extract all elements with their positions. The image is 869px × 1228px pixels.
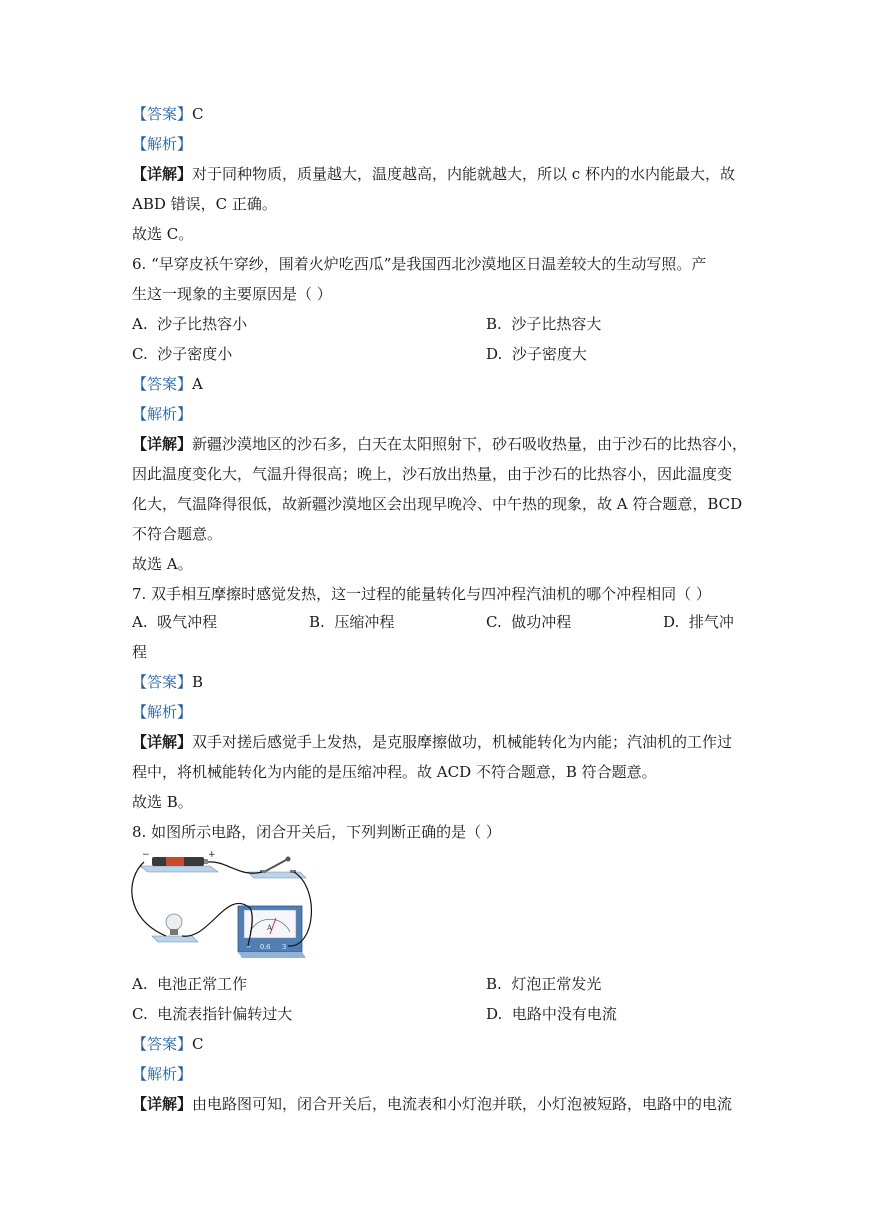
q6-detail-line-3: 化大，气温降得很低，故新疆沙漠地区会出现早晚冷、中午热的现象，故 A 符合题意，BCD [132, 495, 743, 513]
q6-detail-line-1: 【详解】新疆沙漠地区的沙石多，白天在太阳照射下，砂石吸收热量，由于沙石的比热容小， [132, 435, 748, 453]
circuit-diagram [130, 848, 314, 964]
q6-option-a: A. 沙子比热容小 [132, 315, 248, 333]
q5-analysis-tag: 【解析】 [132, 135, 193, 153]
q7-option-d-wrap: 程 [132, 643, 148, 661]
q7-answer-line: 【答案】B [132, 673, 204, 691]
q7-analysis-tag: 【解析】 [132, 703, 193, 721]
ammeter-symbol: A [267, 924, 273, 932]
q6-conclusion: 故选 A。 [132, 555, 193, 573]
q7-stem-line-1: 7. 双手相互摩擦时感觉发热，这一过程的能量转化与四冲程汽油机的哪个冲程相同（ ） [132, 585, 711, 603]
q7-option-c: C. 做功冲程 [486, 613, 572, 631]
q6-analysis-tag: 【解析】 [132, 405, 193, 423]
q8-option-b: B. 灯泡正常发光 [486, 975, 602, 993]
q5-detail-line-1: 【详解】对于同种物质，质量越大，温度越高，内能就越大，所以 c 杯内的水内能最大，故 [132, 165, 735, 183]
q6-stem-line-1: 6. “早穿皮袄午穿纱，围着火炉吃西瓜”是我国西北沙漠地区日温差较大的生动写照。产 [132, 255, 707, 273]
q5-conclusion: 故选 C。 [132, 225, 194, 243]
q6-answer-line: 【答案】A [132, 375, 203, 393]
q8-detail-line-1: 【详解】由电路图可知，闭合开关后，电流表和小灯泡并联，小灯泡被短路，电路中的电流 [132, 1095, 733, 1113]
q7-option-a: A. 吸气冲程 [132, 613, 218, 631]
q6-option-c: C. 沙子密度小 [132, 345, 233, 363]
battery-plus: + [208, 850, 216, 860]
q5-answer-line [132, 104, 204, 124]
q7-detail-line-1: 【详解】双手对搓后感觉手上发热，是克服摩擦做功，机械能转化为内能；汽油机的工作过 [132, 733, 733, 751]
q6-option-d: D. 沙子密度大 [486, 345, 587, 363]
lamp-bulb [166, 914, 182, 930]
circuit-figure [130, 848, 314, 964]
q6-detail-line-4: 不符合题意。 [132, 525, 223, 543]
lamp-base [152, 936, 198, 942]
q7-detail-line-2: 程中，将机械能转化为内能的是压缩冲程。故 ACD 不符合题意，B 符合题意。 [132, 763, 657, 781]
q8-analysis-tag: 【解析】 [132, 1065, 193, 1083]
q5-detail-line-2: ABD 错误，C 正确。 [132, 195, 277, 213]
wire [132, 862, 166, 936]
q7-option-d: D. 排气冲 [663, 613, 734, 631]
q8-option-c: C. 电流表指针偏转过大 [132, 1005, 293, 1023]
q7-conclusion: 故选 B。 [132, 793, 193, 811]
battery-base [140, 866, 218, 872]
ammeter-terminal-06: 0.6 [260, 943, 271, 951]
battery-minus: − [142, 850, 150, 860]
answer-tag: 【答案】 [132, 105, 193, 123]
q8-stem-line-1: 8. 如图所示电路，闭合开关后，下列判断正确的是（ ） [132, 823, 501, 841]
answer-value: C [192, 105, 204, 123]
ammeter-terminal-3: 3 [282, 943, 287, 951]
q7-option-b: B. 压缩冲程 [309, 613, 395, 631]
detail-tag: 【详解】 [132, 165, 193, 183]
q6-stem-line-2: 生这一现象的主要原因是（ ） [132, 285, 332, 303]
q8-option-d: D. 电路中没有电流 [486, 1005, 617, 1023]
ammeter-terminal-minus: − [246, 943, 252, 951]
q8-answer-line: 【答案】C [132, 1035, 204, 1053]
q8-option-a: A. 电池正常工作 [132, 975, 248, 993]
switch-lever [264, 860, 286, 872]
q6-option-b: B. 沙子比热容大 [486, 315, 602, 333]
q6-detail-line-2: 因此温度变化大，气温升得很高；晚上，沙石放出热量，由于沙石的比热容小，因此温度变 [132, 465, 733, 483]
